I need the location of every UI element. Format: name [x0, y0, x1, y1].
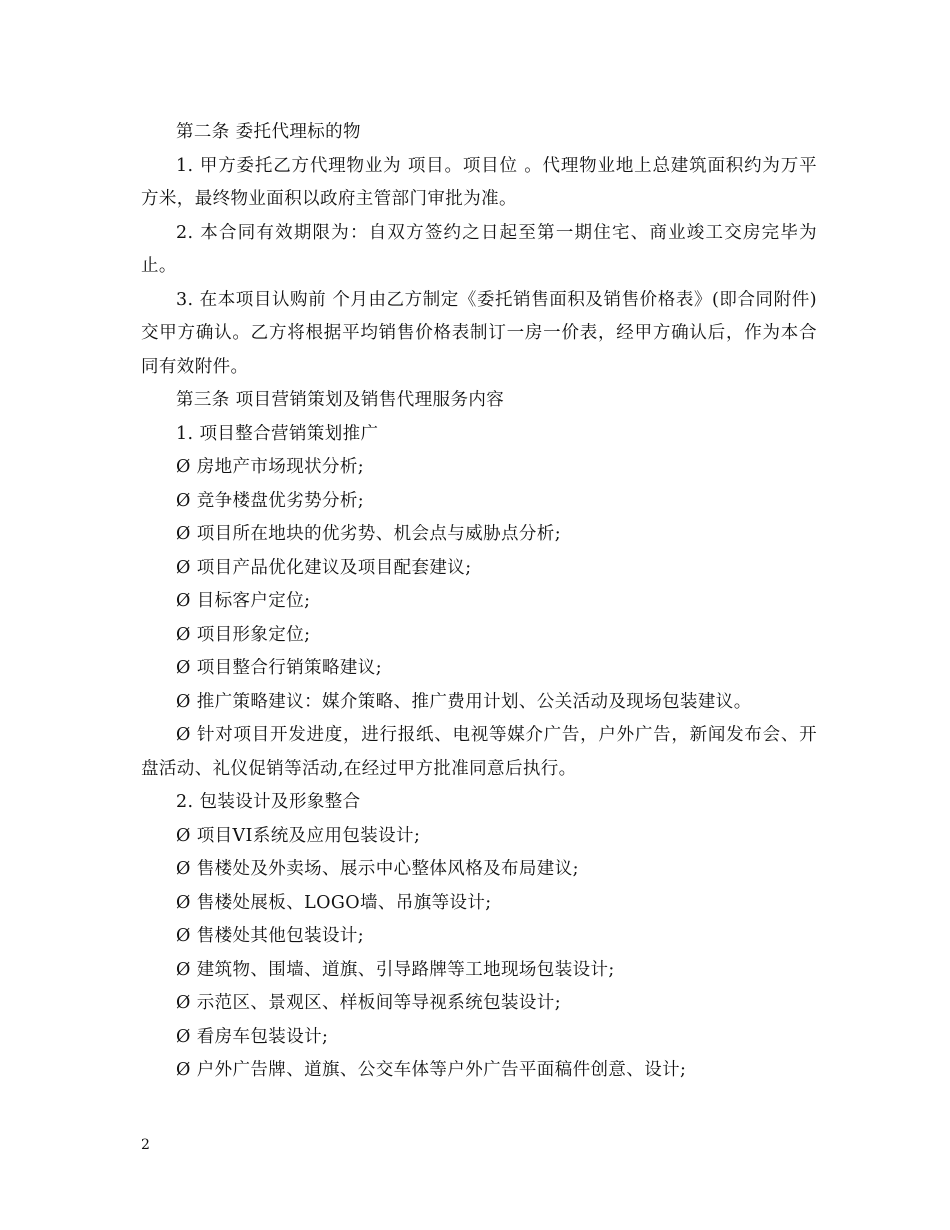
page-number: 2	[141, 1137, 150, 1153]
paragraph-item-2: 2. 本合同有效期限为：自双方签约之日起至第一期住宅、商业竣工交房完毕为止。	[141, 222, 817, 276]
bullet-item: Ø 项目整合行销策略建议;	[176, 658, 383, 678]
paragraph-item-3: 3. 在本项目认购前 个月由乙方制定《委托销售面积及销售价格表》(即合同附件)交甲方确认。乙方将根据平均销售价格表制订一房一价表，经甲方确认后，作为本合同有效附件。	[141, 289, 817, 377]
bullet-item: Ø 项目VI系统及应用包装设计;	[176, 825, 421, 846]
paragraph-item-1: 1. 甲方委托乙方代理物业为 项目。项目位 。代理物业地上总建筑面积约为万平方米，最终物业面积以政府主管部门审批为准。	[141, 155, 817, 209]
section-heading-article-2: 第二条 委托代理标的物	[176, 122, 361, 142]
bullet-item: Ø 示范区、景观区、样板间等导视系统包装设计;	[176, 993, 562, 1013]
bullet-item-multiline: Ø 针对项目开发进度，进行报纸、电视等媒介广告，户外广告，新闻发布会、开盘活动、礼仪促销等活动,在经过甲方批准同意后执行。	[141, 725, 817, 779]
section-heading-article-3: 第三条 项目营销策划及销售代理服务内容	[176, 390, 505, 410]
bullet-item: Ø 推广策略建议：媒介策略、推广费用计划、公关活动及现场包装建议。	[176, 691, 752, 712]
bullet-item: Ø 看房车包装设计;	[176, 1026, 329, 1047]
bullet-item: Ø 房地产市场现状分析;	[176, 457, 365, 477]
bullet-item: Ø 户外广告牌、道旗、公交车体等户外广告平面稿件创意、设计;	[176, 1060, 687, 1080]
bullet-item: Ø 建筑物、围墙、道旗、引导路牌等工地现场包装设计;	[176, 959, 615, 980]
document-body	[141, 116, 817, 1088]
bullet-item: Ø 项目形象定位;	[176, 624, 311, 645]
bullet-item: Ø 目标客户定位;	[176, 591, 311, 611]
bullet-item: Ø 竞争楼盘优劣势分析;	[176, 490, 365, 511]
bullet-item: Ø 售楼处展板、LOGO墙、吊旗等设计;	[176, 892, 492, 913]
subheading-marketing: 1. 项目整合营销策划推广	[176, 423, 379, 444]
bullet-item: Ø 项目所在地块的优劣势、机会点与威胁点分析;	[176, 524, 562, 544]
bullet-item: Ø 售楼处及外卖场、展示中心整体风格及布局建议;	[176, 859, 579, 879]
bullet-item: Ø 项目产品优化建议及项目配套建议;	[176, 557, 472, 578]
bullet-item: Ø 售楼处其他包装设计;	[176, 926, 365, 946]
subheading-packaging: 2. 包装设计及形象整合	[176, 792, 361, 812]
